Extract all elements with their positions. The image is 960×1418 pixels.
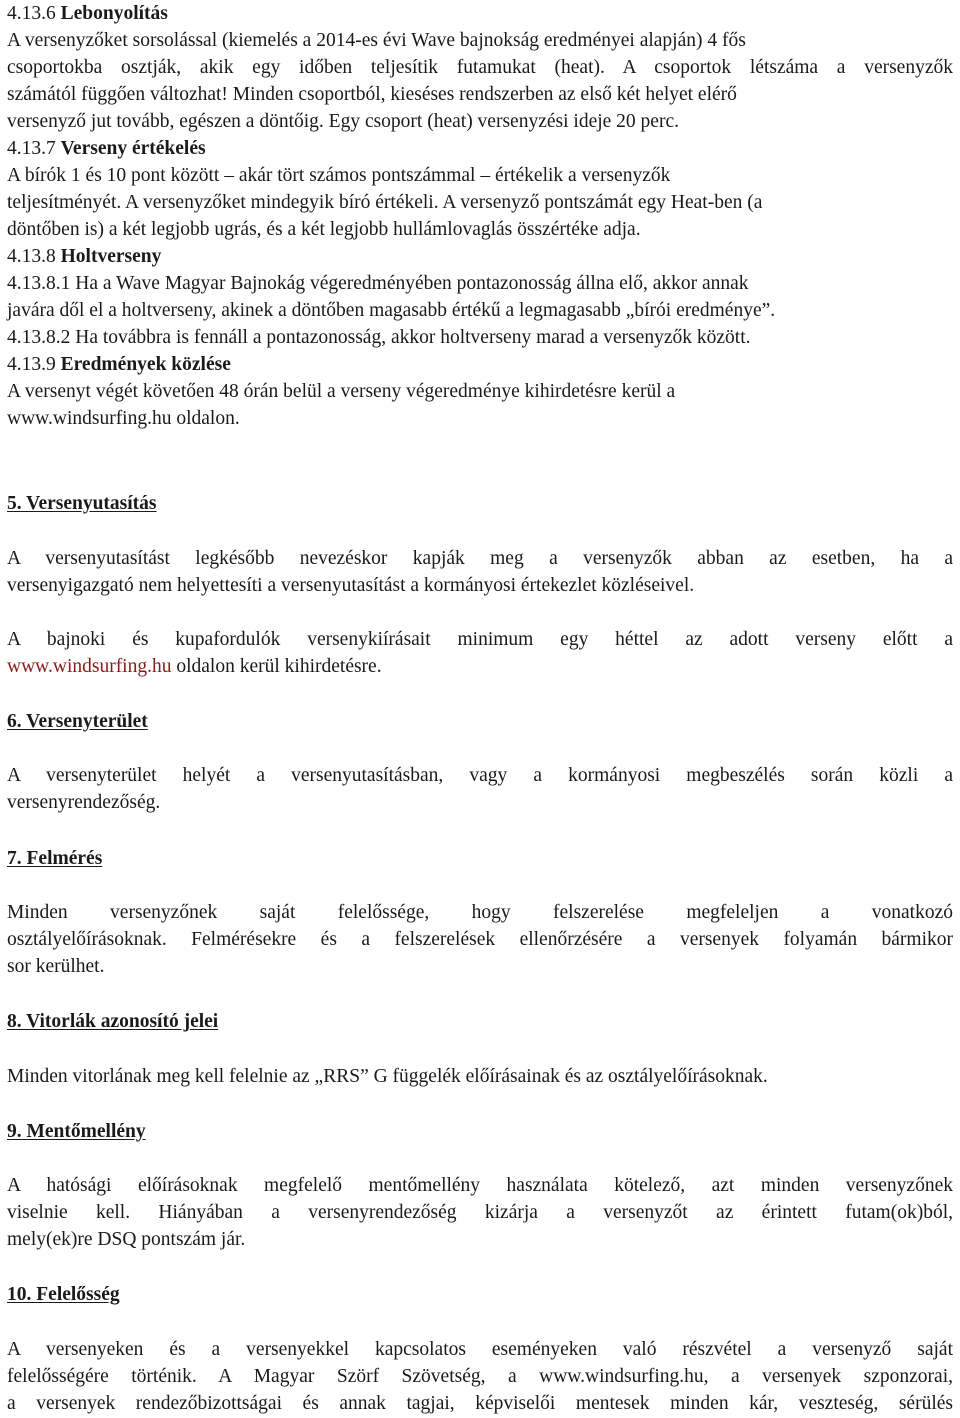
paragraph-line: A hatósági előírásoknak megfelelő mentőmellény használata kötelező, azt minden versenyzőnek — [7, 1175, 953, 1196]
section-4-13-9-heading — [7, 351, 953, 378]
paragraph-line — [7, 653, 953, 680]
paragraph-line: viselnie kell. Hiányában a versenyrendezőség kizárja a versenyzőt az érintett futam(ok)ból, — [7, 1202, 953, 1223]
section-4-13-7-heading — [7, 135, 953, 162]
section-5-heading — [7, 490, 953, 517]
section-7-heading — [7, 845, 953, 872]
paragraph-line: www.windsurfing.hu oldalon. — [7, 408, 240, 429]
heading-text: 10. Felelősség — [7, 1284, 120, 1305]
paragraph-line: versenyző jut tovább, egészen a döntőig. Egy csoport (heat) versenyzési ideje 20 perc. — [7, 111, 679, 132]
section-6-heading — [7, 708, 953, 735]
heading-text: 9. Mentőmellény — [7, 1121, 146, 1142]
paragraph-line: sor kerülhet. — [7, 956, 105, 977]
section-title: Holtverseny — [60, 246, 162, 267]
windsurfing-link[interactable]: www.windsurfing.hu — [7, 656, 172, 677]
paragraph-line: A versenyt végét követően 48 órán belül a verseny végeredménye kihirdetésre kerül a — [7, 381, 676, 402]
paragraph-line: osztályelőírásoknak. Felmérésekre és a felszerelések ellenőrzésére a versenyek folyamán bármikor — [7, 929, 953, 950]
section-title: Verseny értékelés — [60, 138, 206, 159]
heading-text: 8. Vitorlák azonosító jelei — [7, 1011, 219, 1032]
paragraph-line: 4.13.8.2 Ha továbbra is fennáll a pontazonosság, akkor holtverseny marad a versenyzők között. — [7, 327, 751, 348]
paragraph-line: A versenyterület helyét a versenyutasításban, vagy a kormányosi megbeszélés során közli a — [7, 765, 953, 786]
section-number: 4.13.6 — [7, 3, 61, 24]
paragraph-line: teljesítményét. A versenyzőket mindegyik bíró értékeli. A versenyző pontszámát egy Heat-ben (a — [7, 192, 763, 213]
link-trailing-text: oldalon kerül kihirdetésre. — [171, 656, 382, 677]
paragraph-line: javára dől el a holtverseny, akinek a döntőben magasabb értékű a legmagasabb „bírói eredménye”. — [7, 300, 776, 321]
section-title: Lebonyolítás — [60, 3, 168, 24]
paragraph-line: Minden vitorlának meg kell felelnie az „RRS” G függelék előírásainak és az osztályelőírásoknak. — [7, 1066, 768, 1087]
paragraph-line: A bajnoki és kupafordulók versenykiírásait minimum egy héttel az adott verseny előtt a — [7, 629, 953, 650]
heading-text: 5. Versenyutasítás — [7, 493, 157, 514]
paragraph-line: mely(ek)re DSQ pontszám jár. — [7, 1229, 246, 1250]
section-number: 4.13.9 — [7, 354, 61, 375]
section-10-heading — [7, 1281, 953, 1308]
heading-text: 6. Versenyterület — [7, 711, 148, 732]
paragraph-line: versenyigazgató nem helyettesíti a versenyutasítást a kormányosi értekezlet közléseivel. — [7, 575, 695, 596]
paragraph-line: csoportokba osztják, akik egy időben teljesítik futamukat (heat). A csoportok létszáma a versenyzők — [7, 57, 953, 78]
section-title: Eredmények közlése — [60, 354, 231, 375]
paragraph-line: a versenyek rendezőbizottságai és annak tagjai, képviselői mentesek minden kár, veszteség, sérülés — [7, 1393, 953, 1414]
section-8-heading — [7, 1008, 953, 1035]
heading-text: 7. Felmérés — [7, 848, 103, 869]
paragraph-line: A versenyeken és a versenyekkel kapcsolatos eseményeken való részvétel a versenyző saját — [7, 1339, 953, 1360]
paragraph-line: 4.13.8.1 Ha a Wave Magyar Bajnokág végeredményében pontazonosság állna elő, akkor annak — [7, 273, 749, 294]
paragraph-line: A bírók 1 és 10 pont között – akár tört számos pontszámmal – értékelik a versenyzők — [7, 165, 671, 186]
section-4-13-8-heading — [7, 243, 953, 270]
section-4-13-6-heading — [7, 0, 953, 27]
paragraph-line: számától függően változhat! Minden csoportból, kieséses rendszerben az első két helyet elérő — [7, 84, 737, 105]
paragraph-line: felelősségére történik. A Magyar Szörf Szövetség, a www.windsurfing.hu, a versenyek szponzorai, — [7, 1366, 953, 1387]
paragraph-line: A versenyutasítást legkésőbb nevezéskor kapják meg a versenyzők abban az esetben, ha a — [7, 548, 953, 569]
paragraph-line: versenyrendezőség. — [7, 792, 161, 813]
section-number: 4.13.8 — [7, 246, 61, 267]
paragraph-line: A versenyzőket sorsolással (kiemelés a 2014-es évi Wave bajnokság eredményei alapján) 4 fős — [7, 30, 746, 51]
paragraph-line: döntőben is) a két legjobb ugrás, és a két legjobb hullámlovaglás összértéke adja. — [7, 219, 641, 240]
paragraph-line: Minden versenyzőnek saját felelőssége, hogy felszerelése megfeleljen a vonatkozó — [7, 902, 953, 923]
section-9-heading — [7, 1118, 953, 1145]
section-number: 4.13.7 — [7, 138, 61, 159]
